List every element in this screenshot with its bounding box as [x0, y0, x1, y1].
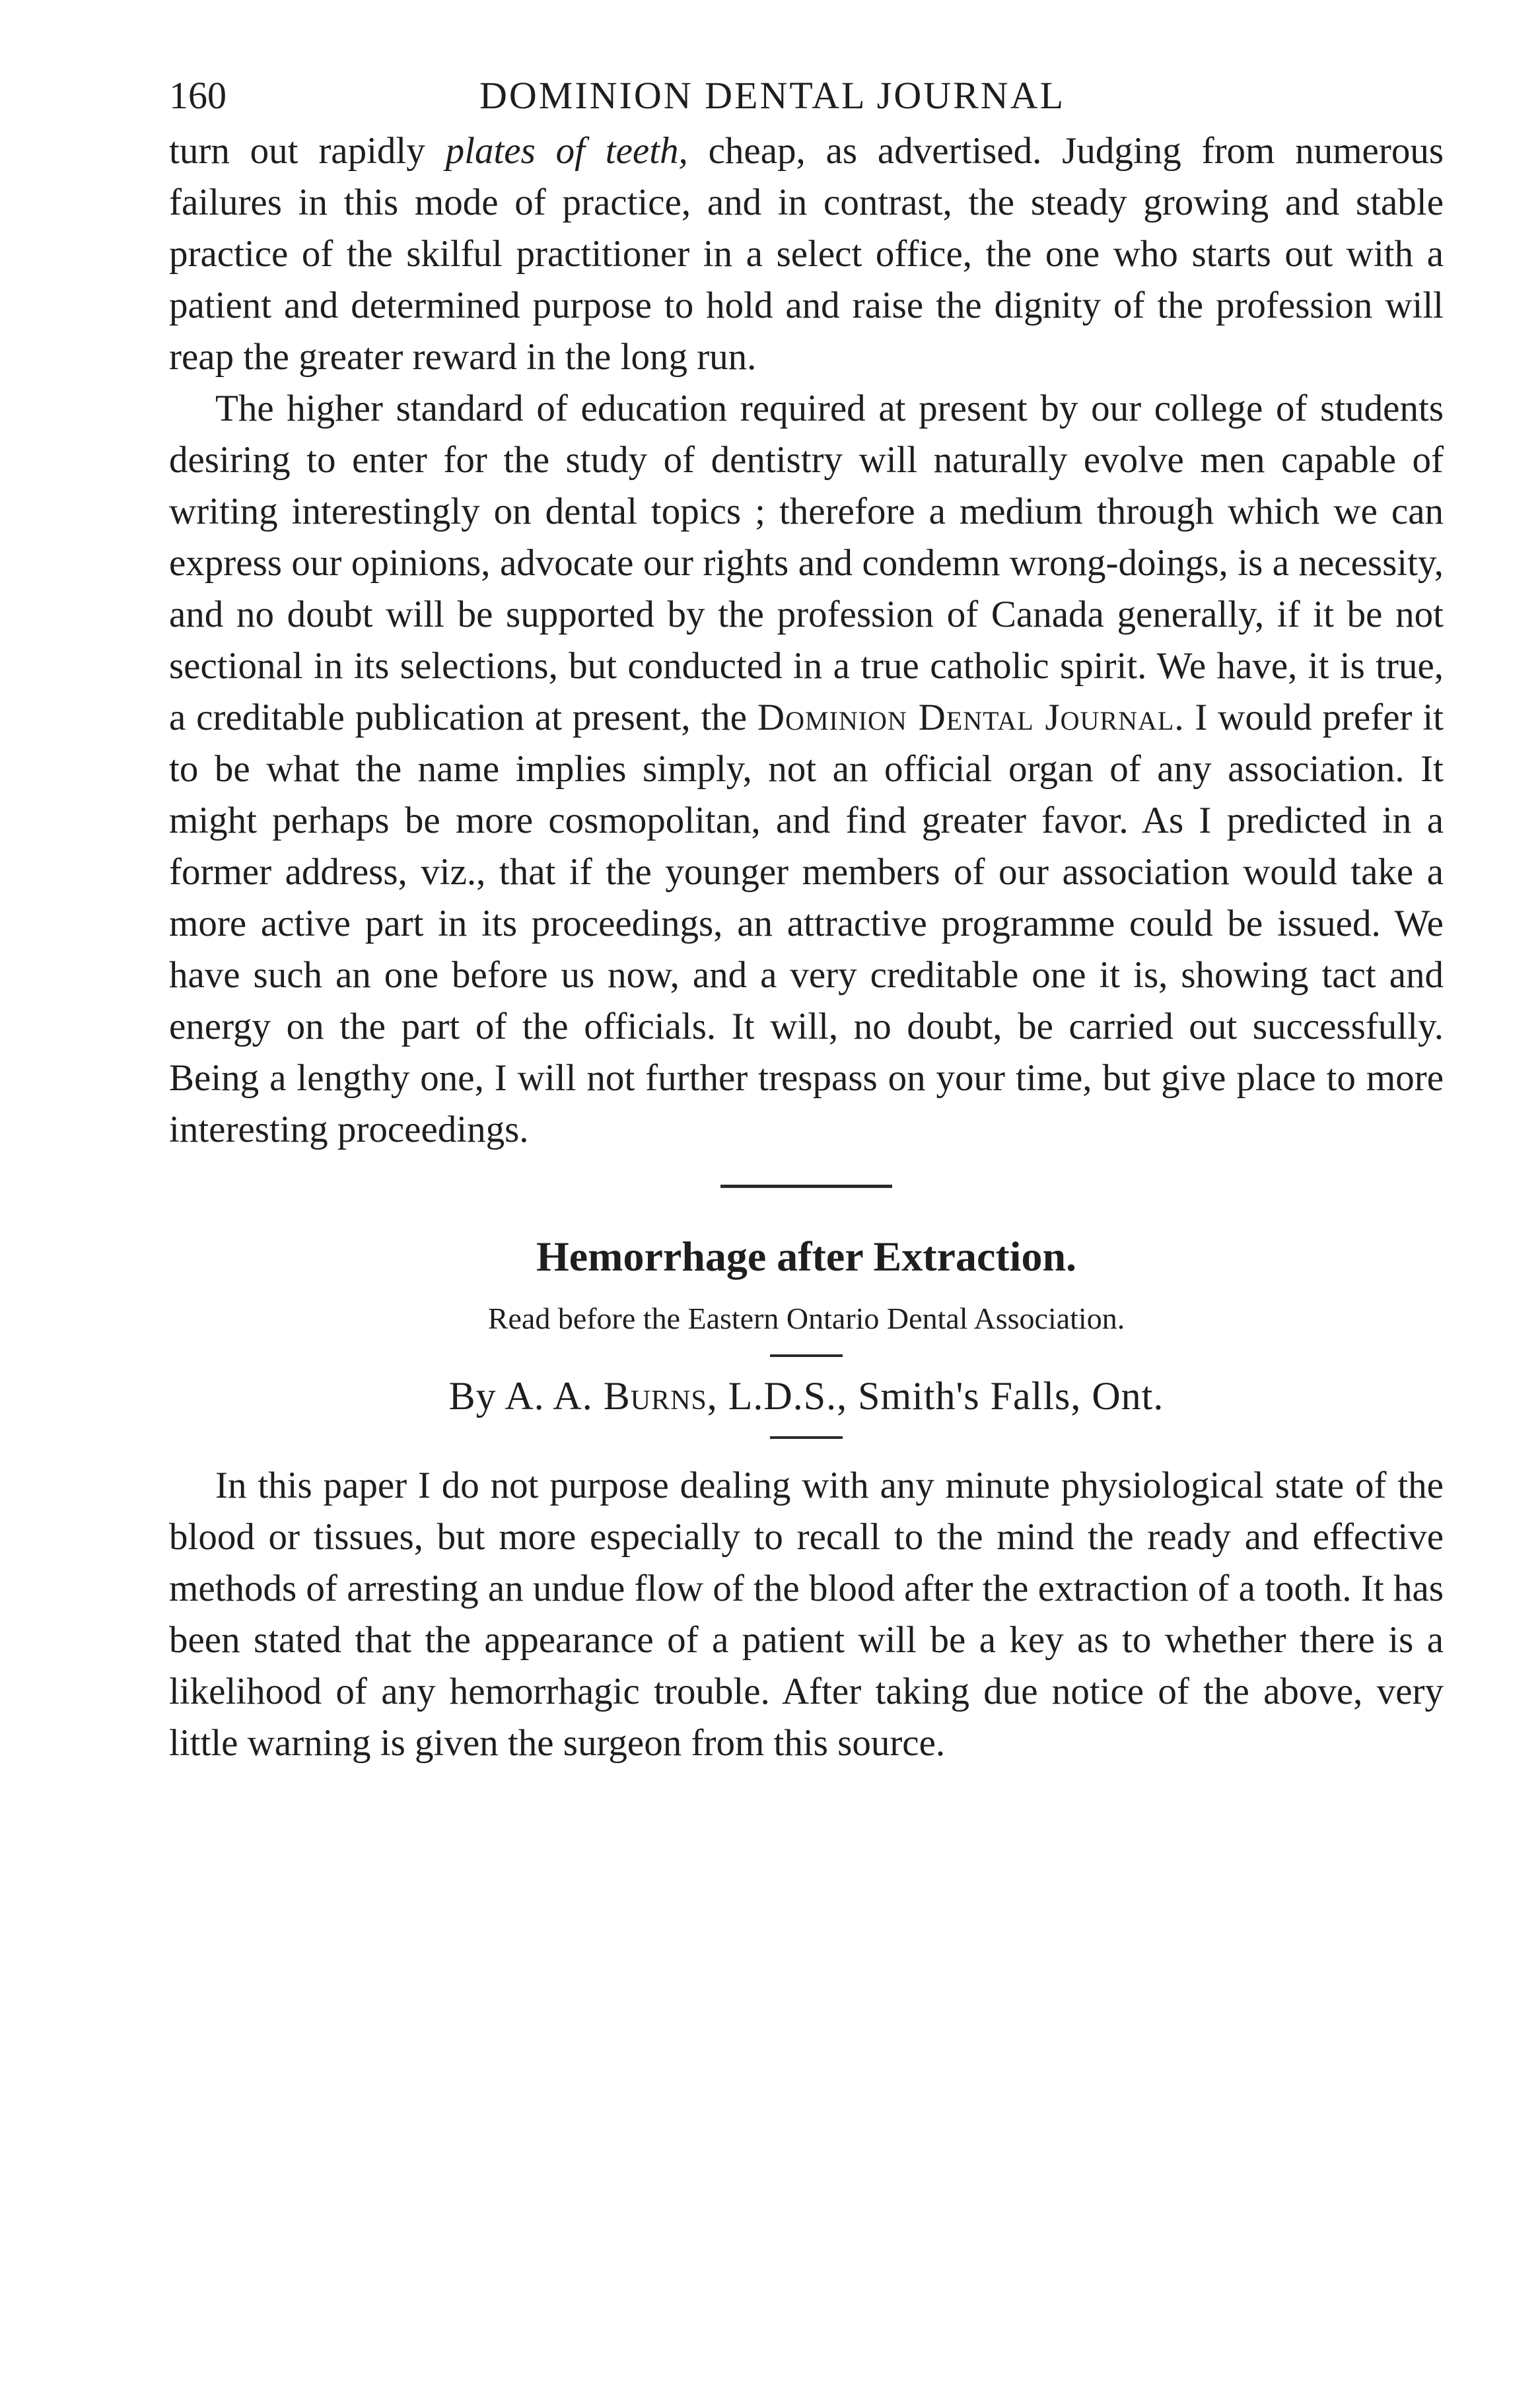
paragraph-text: I would prefer it to be what the name implies simply, not an official organ of any association. It might perhaps be more cosmopolitan, and find greater favor. As I predicted in a former address, viz., that if the younger members of our association would take a more active part in its proceedings, an attractive programme could be issued. We have such an one before us now, and a very creditable one it is, showing tact and energy on the part of the officials. It will, no doubt, be carried out successfully. Being a lengthy one, I will not further trespass on your time, but give place to more interesting proceedings. [169, 697, 1444, 1150]
paragraph-text: turn out rapidly [169, 130, 446, 172]
byline-divider-bottom [770, 1436, 843, 1439]
journal-name-smallcaps: Dominion Dental Journal. [757, 697, 1185, 738]
byline-divider-top [770, 1354, 843, 1357]
italic-phrase: plates of teeth, [445, 130, 688, 172]
article-body-paragraph: In this paper I do not purpose dealing with any minute physiological state of the blood or tissues, but more especially to recall to the mind the ready and effective methods of arresting an undue flow of the blood after the extraction of a tooth. It has been stated that the appearance of a patient will be a key as to whether there is a likelihood of any hemorrhagic trouble. After taking due notice of the above, very little warning is given the surgeon from this source. [169, 1465, 1444, 1764]
page-number: 160 [169, 74, 227, 117]
paragraph-education [169, 383, 1444, 1156]
article-read-before: Read before the Eastern Ontario Dental Association. [487, 1302, 1125, 1335]
byline-author-name: Burns [603, 1374, 707, 1418]
byline-prefix: By A. A. [448, 1374, 604, 1418]
section-divider [720, 1185, 892, 1188]
paragraph-continuation [169, 125, 1444, 383]
article-byline [169, 1372, 1444, 1420]
paragraph-text: cheap, as advertised. Judging from numerous failures in this mode of practice, and in contrast, the steady growing and stable practice of the skilful practitioner in a select office, the one who starts out with a patient and determined purpose to hold and raise the dignity of the profession will reap the greater reward in the long run. [169, 130, 1444, 378]
running-head [169, 66, 1444, 125]
paragraph-text: The higher standard of education required at present by our college of students desiring to enter for the study of dentistry will naturally evolve men capable of writing interestingly on dental topics ; therefore a medium through which we can express our opinions, advocate our rights and condemn wrong-doings, is a necessity, and no doubt will be supported by the profession of Canada generally, if it be not sectional in its selections, but conducted in a true catholic spirit. We have, it is true, a creditable publication at present, the [169, 388, 1444, 738]
journal-title: DOMINION DENTAL JOURNAL [479, 74, 1066, 117]
article-title: Hemorrhage after Extraction. [536, 1233, 1077, 1280]
byline-suffix: , L.D.S., Smith's Falls, Ont. [707, 1374, 1164, 1418]
journal-page [169, 66, 1444, 1769]
